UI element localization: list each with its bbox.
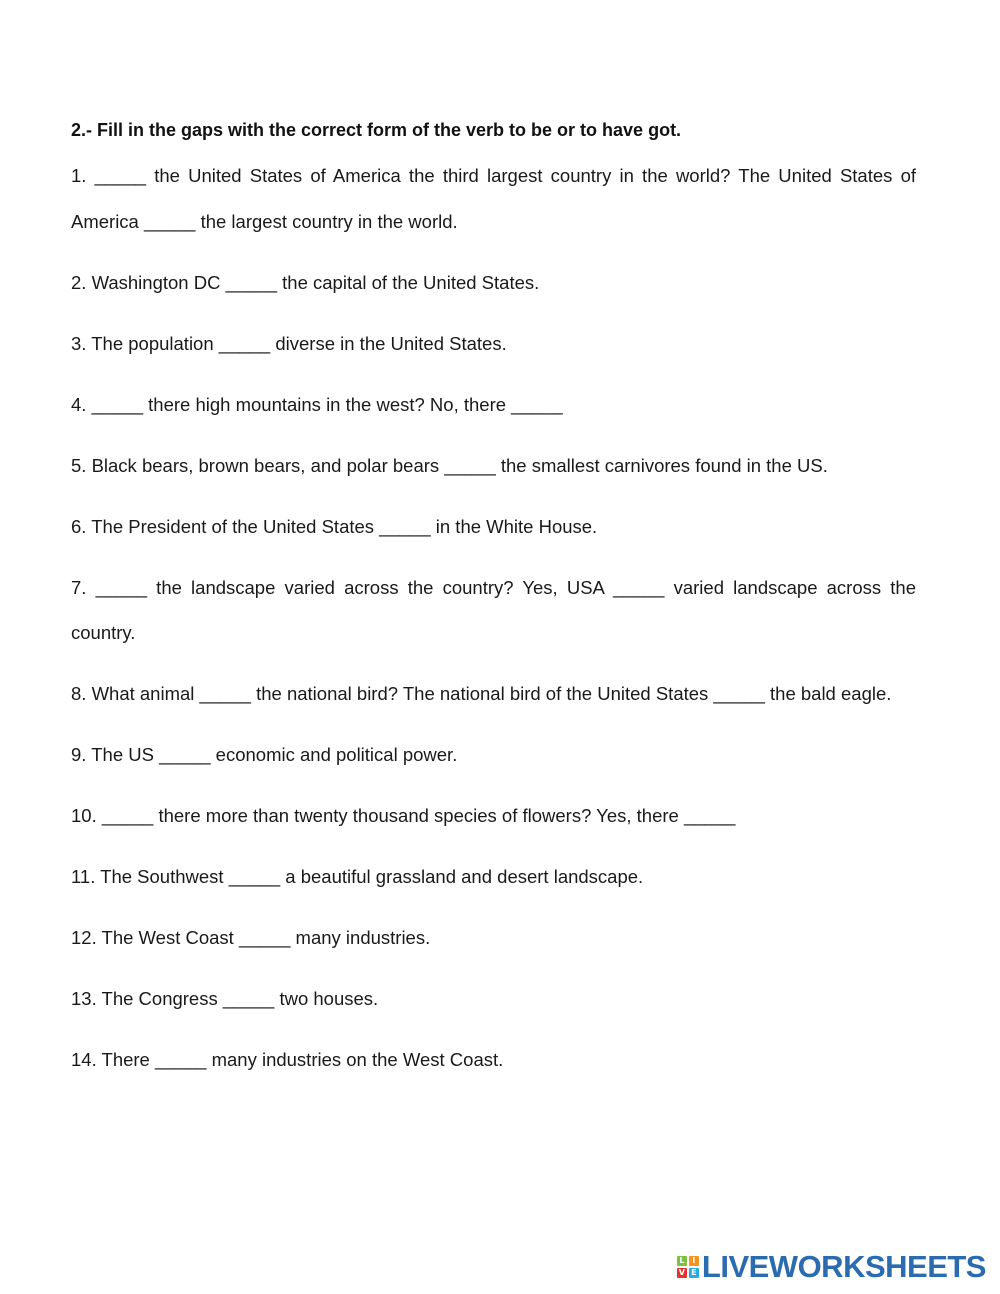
- question-3: 3. The population _____ diverse in the United States.: [71, 332, 507, 354]
- question-10: 10. _____ there more than twenty thousand species of flowers? Yes, there _____: [71, 805, 736, 826]
- question-14: 14. There _____ many industries on the West Coast.: [71, 1049, 504, 1070]
- question-4: 4. _____ there high mountains in the west? No, there _____: [71, 393, 563, 415]
- worksheet-content: [71, 117, 916, 1098]
- question-9: 9. The US _____ economic and political power.: [71, 744, 458, 765]
- question-8: 8. What animal _____ the national bird? The national bird of the United States _____ the bald eagle.: [71, 683, 892, 704]
- question-13: 13. The Congress _____ two houses.: [71, 988, 379, 1009]
- question-5: 5. Black bears, brown bears, and polar bears _____ the smallest carnivores found in the US.: [71, 454, 828, 476]
- question-11: 11. The Southwest _____ a beautiful grassland and desert landscape.: [71, 866, 644, 887]
- question-1: 1. _____ the United States of America the third largest country in the world? The United States of America _____ the largest country in the world.: [71, 165, 916, 232]
- logo-letter-e: E: [689, 1268, 699, 1278]
- question-7: 7. _____ the landscape varied across the country? Yes, USA _____ varied landscape across the country.: [71, 576, 916, 643]
- question-2: 2. Washington DC _____ the capital of the United States.: [71, 271, 540, 293]
- logo-wordmark: LIVEWORKSHEETS: [701, 1249, 986, 1284]
- logo-mark-icon: [677, 1256, 699, 1278]
- question-6: 6. The President of the United States _____ in the White House.: [71, 515, 598, 537]
- logo-letter-l: L: [677, 1256, 687, 1266]
- liveworksheets-logo: [677, 1251, 986, 1283]
- logo-letter-i: I: [689, 1256, 699, 1266]
- logo-letter-v: V: [678, 1268, 685, 1277]
- exercise-instruction: 2.- Fill in the gaps with the correct form of the verb to be or to have got.: [71, 120, 682, 140]
- question-12: 12. The West Coast _____ many industries.: [71, 927, 431, 948]
